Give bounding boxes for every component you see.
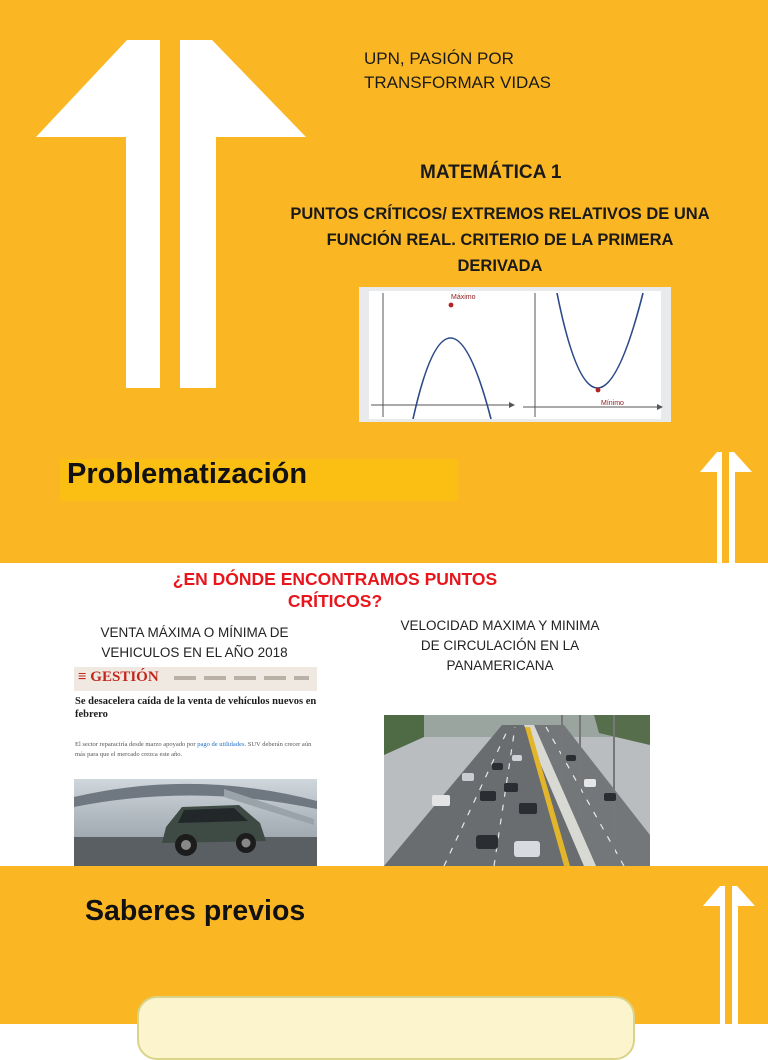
caption-right-line-2: DE CIRCULACIÓN EN LA	[420, 638, 580, 653]
topic-line-2: FUNCIÓN REAL. CRITERIO DE LA PRIMERA	[326, 231, 674, 249]
highway-photo	[384, 715, 650, 866]
min-label: Mínimo	[601, 400, 624, 407]
saberes-previos-title: Saberes previos	[85, 895, 306, 927]
question-line-1: ¿EN DÓNDE ENCONTRAMOS PUNTOS	[172, 569, 498, 589]
max-label: Máximo	[451, 294, 476, 301]
max-point	[449, 303, 454, 308]
topic-line-3: DERIVADA	[457, 257, 543, 275]
news-body-part-1: El sector reparaciría desde marzo apoyado por	[75, 741, 196, 748]
news-headline: Se desacelera caída de la venta de vehículos nuevos en febrero	[75, 696, 317, 720]
min-point	[596, 388, 601, 393]
caption-highway-speed	[380, 616, 620, 676]
topic-line-1: PUNTOS CRÍTICOS/ EXTREMOS RELATIVOS DE UNA	[290, 205, 710, 223]
caption-left-line-2: VEHICULOS EN EL AÑO 2018	[101, 645, 288, 660]
caption-left-line-1: VENTA MÁXIMA O MÍNIMA DE	[100, 625, 289, 640]
news-header-bar	[74, 667, 317, 691]
tagline-line-1: UPN, PASIÓN POR	[364, 49, 514, 68]
news-brand-logo: ≡ GESTIÓN	[78, 669, 159, 685]
max-min-graph	[359, 287, 671, 422]
news-nav-links	[174, 676, 309, 680]
caption-right-line-1: VELOCIDAD MAXIMA Y MINIMA	[400, 618, 600, 633]
suv-photo	[74, 779, 317, 866]
caption-right-line-3: PANAMERICANA	[446, 658, 554, 673]
news-body	[75, 740, 317, 760]
double-arrow-small-icon-2	[703, 886, 755, 1024]
topic-title	[258, 201, 742, 279]
course-title: MATEMÁTICA 1	[420, 162, 562, 183]
news-body-part-2: . SUV deberán crecer aún más para que el mercado crezca este año.	[75, 741, 312, 758]
tagline-line-2: TRANSFORMAR VIDAS	[364, 73, 552, 92]
question-heading	[120, 568, 550, 612]
problematizacion-title: Problematización	[67, 458, 308, 490]
double-arrow-small-icon	[700, 452, 752, 563]
prior-knowledge-box	[137, 996, 635, 1060]
news-body-link: pago de utilidades	[197, 741, 245, 748]
tagline	[364, 47, 551, 95]
question-line-2: CRÍTICOS?	[287, 591, 383, 611]
caption-vehicle-sales	[72, 623, 317, 663]
news-clipping	[74, 667, 317, 866]
